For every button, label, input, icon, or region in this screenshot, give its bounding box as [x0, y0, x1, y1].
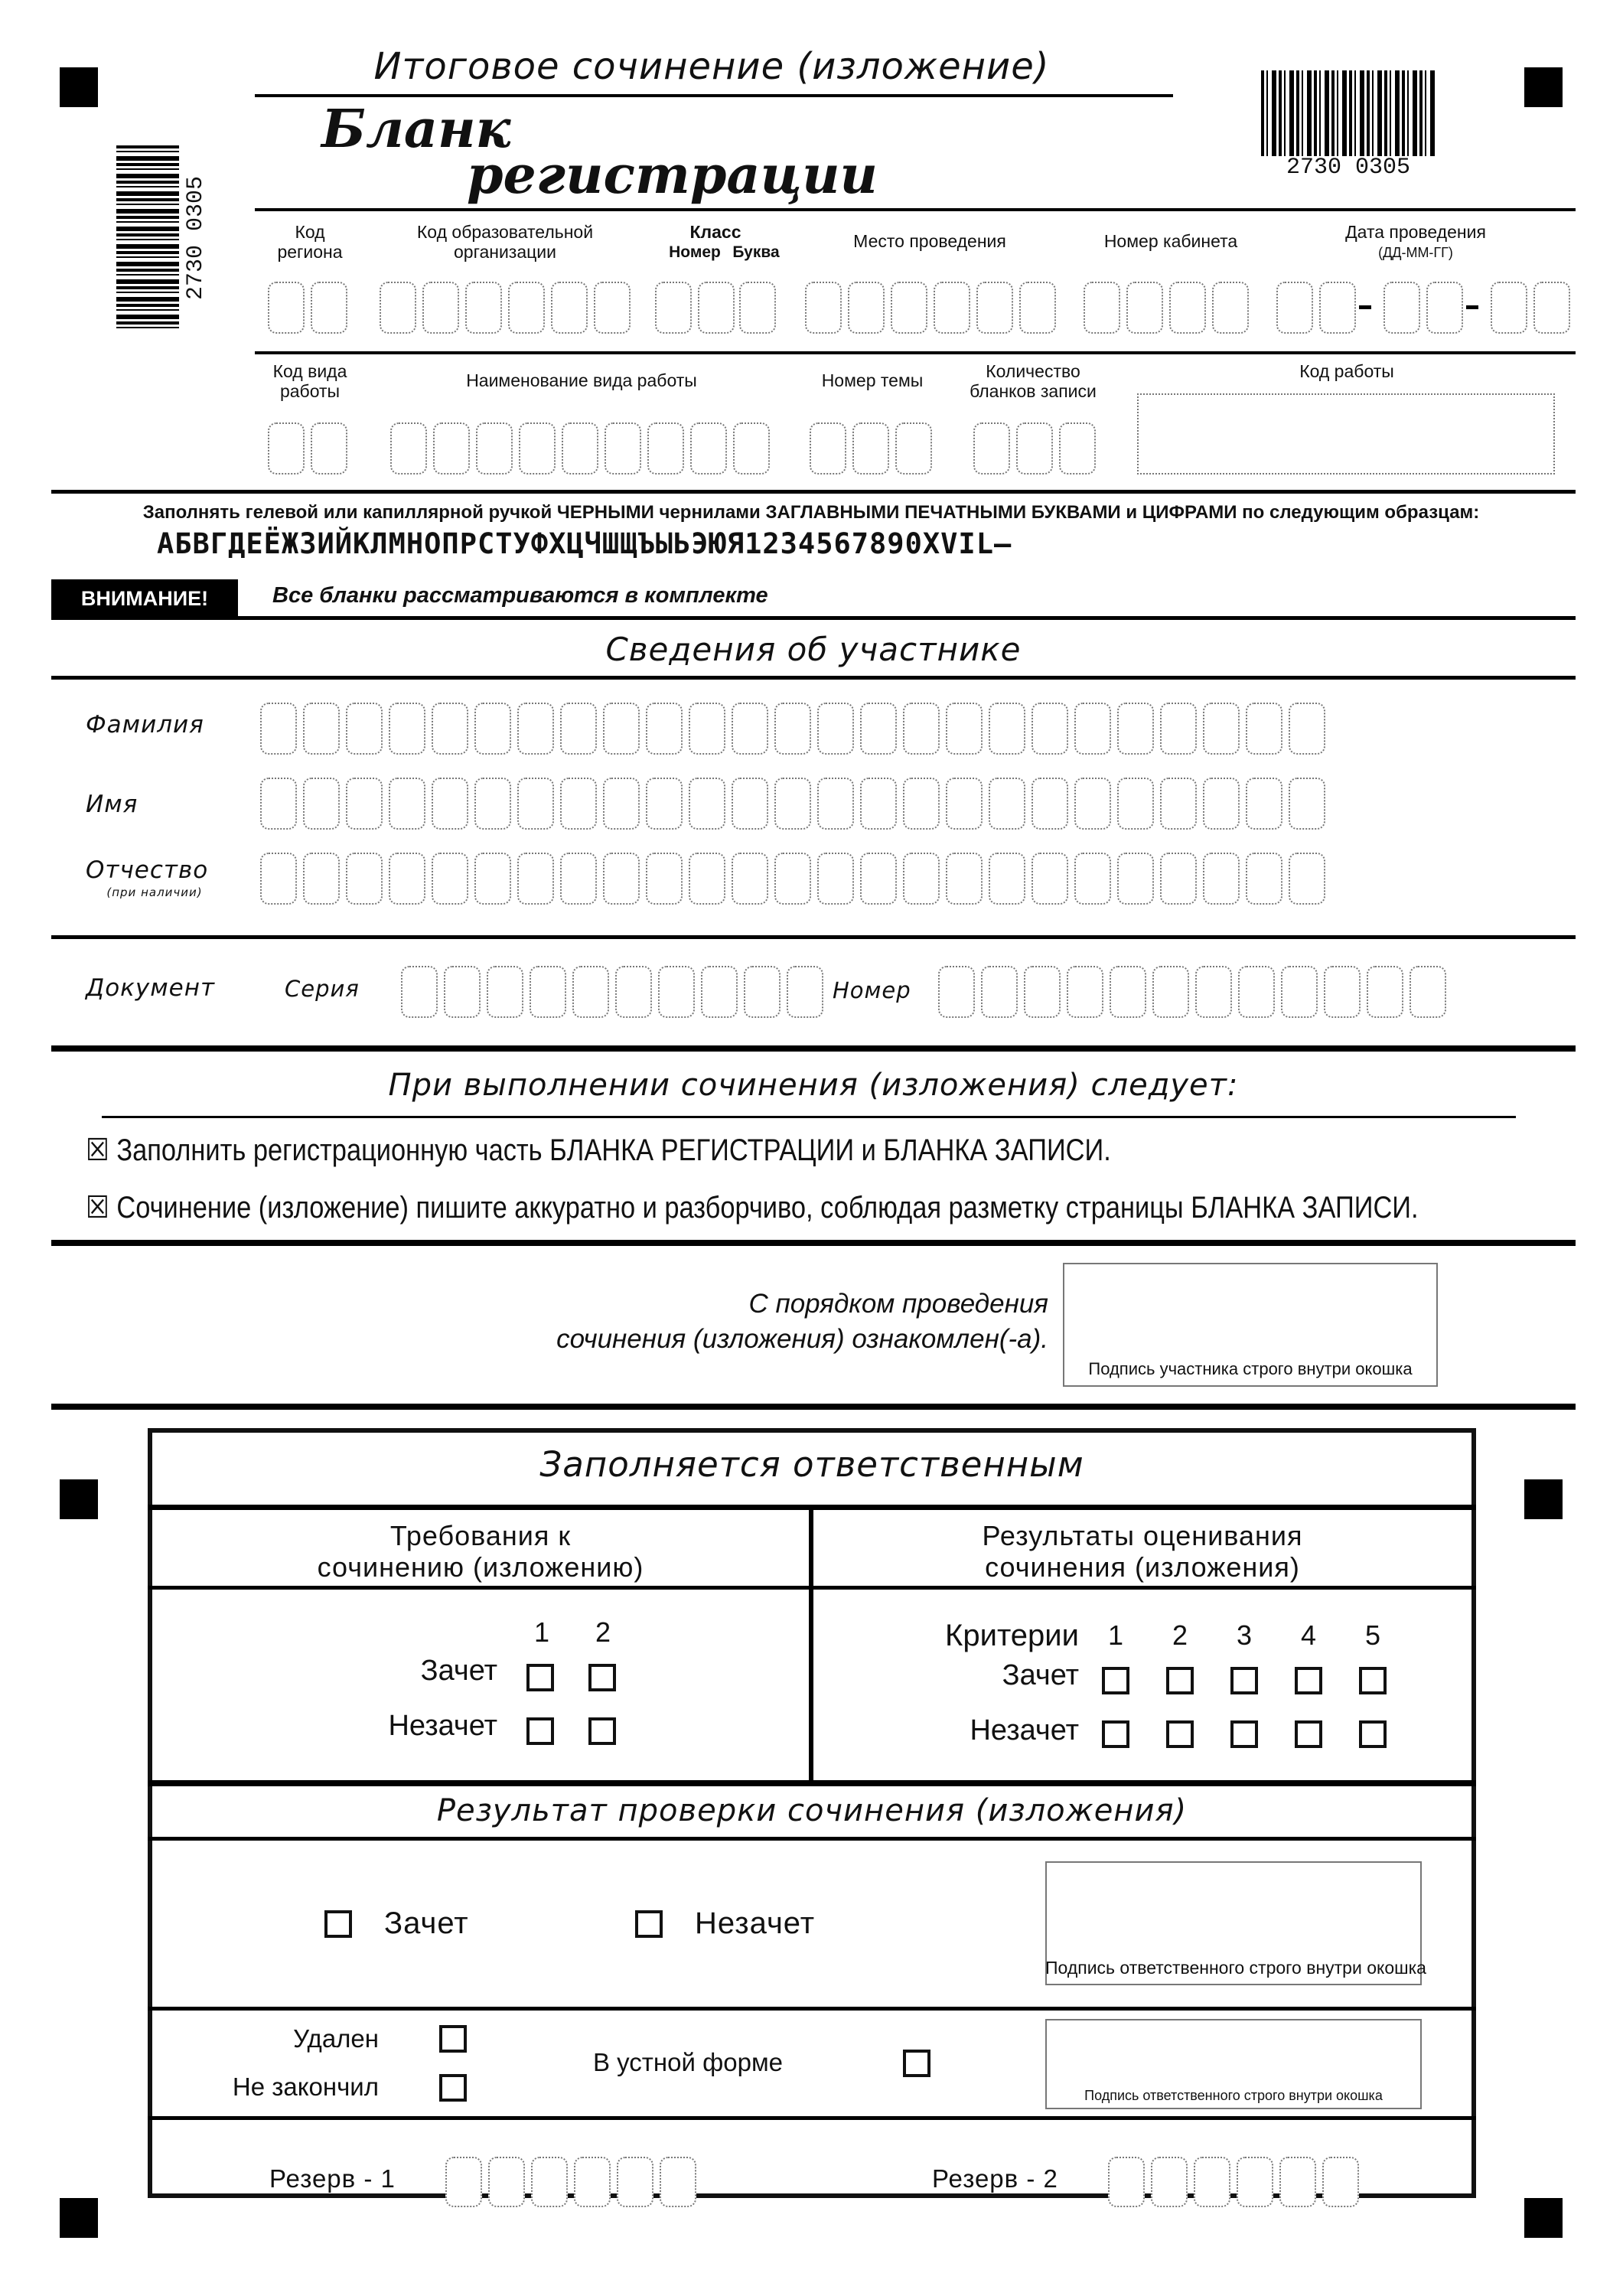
criterion-col-2: 2: [1172, 1619, 1188, 1651]
document-number-cell[interactable]: [1281, 966, 1318, 1018]
surname-cell[interactable]: [774, 703, 811, 755]
document-series-cell[interactable]: [615, 966, 652, 1018]
column-divider: [809, 1508, 813, 1780]
document-series-cell[interactable]: [701, 966, 738, 1018]
name-cell[interactable]: [603, 778, 640, 830]
criterion-col-5: 5: [1364, 1619, 1381, 1651]
surname-cell[interactable]: [1031, 703, 1068, 755]
oral-form-checkbox[interactable]: [903, 2050, 930, 2077]
divider: [255, 208, 1576, 211]
surname-cell[interactable]: [1117, 703, 1154, 755]
document-series-cell[interactable]: [530, 966, 566, 1018]
place-cell[interactable]: [891, 282, 927, 334]
criterion-5-pass-checkbox[interactable]: [1359, 1667, 1387, 1694]
divider: [148, 2116, 1476, 2120]
label-place: Место проведения: [853, 231, 1006, 251]
oral-form-label: В устной форме: [593, 2048, 783, 2076]
name-cell[interactable]: [774, 778, 811, 830]
rules-underline: [102, 1116, 1516, 1118]
patronymic-cell[interactable]: [517, 853, 554, 905]
name-cell[interactable]: [1031, 778, 1068, 830]
work-type-code-cell[interactable]: [311, 422, 347, 475]
patronymic-cell[interactable]: [817, 853, 854, 905]
surname-cell[interactable]: [560, 703, 597, 755]
date-dash: [1466, 305, 1478, 309]
document-series-cell[interactable]: [572, 966, 609, 1018]
org-code-cell[interactable]: [508, 282, 545, 334]
room-cell[interactable]: [1212, 282, 1249, 334]
label-class-letter: Буква: [732, 243, 780, 261]
reserve-2-label: Резерв - 2: [932, 2164, 1058, 2193]
req-fail-1-checkbox[interactable]: [526, 1717, 554, 1745]
surname-cell[interactable]: [303, 703, 340, 755]
label-number: Номер: [833, 977, 911, 1003]
reserve-2-cell[interactable]: [1108, 2157, 1145, 2207]
date-cell[interactable]: [1383, 282, 1420, 334]
reserve-1-label: Резерв - 1: [269, 2164, 396, 2193]
req-pass-2-checkbox[interactable]: [588, 1664, 616, 1691]
horizontal-barcode-number: 2730 0305: [1286, 155, 1411, 181]
criterion-2-pass-checkbox[interactable]: [1166, 1667, 1194, 1694]
label-class-number: Номер: [669, 243, 721, 261]
divider: [51, 1045, 1576, 1052]
reserve-1-cell[interactable]: [445, 2157, 482, 2207]
name-cell[interactable]: [732, 778, 768, 830]
surname-cell[interactable]: [603, 703, 640, 755]
surname-cell[interactable]: [1203, 703, 1240, 755]
criterion-col-4: 4: [1300, 1619, 1317, 1651]
document-number-cell[interactable]: [1195, 966, 1232, 1018]
divider: [51, 490, 1576, 494]
date-cell[interactable]: [1319, 282, 1356, 334]
criterion-5-fail-checkbox[interactable]: [1359, 1720, 1387, 1748]
label-patronymic: Отчество: [86, 856, 209, 884]
divider: [51, 1240, 1576, 1246]
class-number-cell[interactable]: [655, 282, 692, 334]
date-dash: [1359, 305, 1371, 309]
criterion-3-fail-checkbox[interactable]: [1230, 1720, 1258, 1748]
work-type-name-cell[interactable]: [647, 422, 684, 475]
patronymic-cell[interactable]: [560, 853, 597, 905]
check-result-title: Результат проверки сочинения (изложения): [436, 1793, 1188, 1828]
removed-checkbox[interactable]: [439, 2025, 467, 2053]
document-number-cell[interactable]: [1238, 966, 1275, 1018]
label-work-type-name: Наименование вида работы: [466, 370, 697, 390]
req-col-1: 1: [533, 1616, 550, 1648]
topic-number-cell[interactable]: [852, 422, 889, 475]
label-topic-number: Номер темы: [821, 370, 924, 390]
surname-cell[interactable]: [389, 703, 425, 755]
name-cell[interactable]: [817, 778, 854, 830]
label-document: Документ: [86, 974, 216, 1002]
org-code-cell[interactable]: [465, 282, 502, 334]
surname-cell[interactable]: [1160, 703, 1197, 755]
official-title: Заполняется ответственным: [539, 1444, 1084, 1485]
reserve-1-cell[interactable]: [531, 2157, 568, 2207]
name-cell[interactable]: [946, 778, 983, 830]
patronymic-cell[interactable]: [732, 853, 768, 905]
fill-rule-text: Заполнять гелевой или капиллярной ручкой ЧЕРНЫМИ чернилами ЗАГЛАВНЫМИ ПЕЧАТНЫМИ БУКВАМИ и ЦИФРАМИ по следующим образцам:: [142, 502, 1480, 523]
divider: [148, 1586, 1476, 1590]
document-number-cell[interactable]: [1110, 966, 1146, 1018]
document-series-cell[interactable]: [744, 966, 781, 1018]
name-cell[interactable]: [303, 778, 340, 830]
requirements-title: Требования к сочинению (изложению): [317, 1520, 644, 1583]
patronymic-cell[interactable]: [689, 853, 725, 905]
label-date-format: (ДД-ММ-ГГ): [1378, 245, 1453, 260]
divider: [255, 351, 1576, 354]
corner-marker: [1524, 2198, 1563, 2238]
label-patronymic-note: (при наличии): [106, 885, 203, 899]
work-code-field[interactable]: [1137, 393, 1555, 475]
divider: [51, 616, 1576, 620]
document-series-cell[interactable]: [658, 966, 695, 1018]
place-cell[interactable]: [1019, 282, 1056, 334]
criterion-4-pass-checkbox[interactable]: [1295, 1667, 1322, 1694]
patronymic-cell[interactable]: [1203, 853, 1240, 905]
topic-number-cell[interactable]: [810, 422, 846, 475]
sample-characters: АБВГДЕЁЖЗИЙКЛМНОПРСТУФХЦЧШЩЪЫЬЭЮЯ1234567890XVIL–: [157, 527, 1012, 560]
reserve-1-cell[interactable]: [617, 2157, 653, 2207]
criterion-1-pass-checkbox[interactable]: [1102, 1667, 1129, 1694]
results-title: Результаты оценивания сочинения (изложения): [982, 1520, 1303, 1583]
org-code-cell[interactable]: [594, 282, 631, 334]
patronymic-cell[interactable]: [1246, 853, 1282, 905]
title-underline: [255, 94, 1173, 97]
surname-cell[interactable]: [946, 703, 983, 755]
document-number-cell[interactable]: [1152, 966, 1189, 1018]
form-title: Итоговое сочинение (изложение): [373, 45, 1050, 88]
criterion-col-1: 1: [1107, 1619, 1124, 1651]
divider: [148, 2007, 1476, 2011]
org-code-cell[interactable]: [551, 282, 588, 334]
document-series-cell[interactable]: [444, 966, 481, 1018]
name-cell[interactable]: [1289, 778, 1325, 830]
room-cell[interactable]: [1169, 282, 1206, 334]
req-col-2: 2: [595, 1616, 611, 1648]
patronymic-cell[interactable]: [1289, 853, 1325, 905]
surname-cell[interactable]: [817, 703, 854, 755]
name-cell[interactable]: [1117, 778, 1154, 830]
criterion-2-fail-checkbox[interactable]: [1166, 1720, 1194, 1748]
corner-marker: [1524, 67, 1563, 107]
crit-pass-label: Зачет: [1002, 1659, 1079, 1691]
patronymic-cell[interactable]: [432, 853, 468, 905]
horizontal-barcode: [1261, 70, 1436, 156]
name-cell[interactable]: [860, 778, 897, 830]
divider: [148, 1780, 1476, 1786]
attention-label: ВНИМАНИЕ!: [80, 587, 209, 610]
corner-marker: [60, 1479, 98, 1519]
surname-cell[interactable]: [517, 703, 554, 755]
surname-cell[interactable]: [346, 703, 383, 755]
surname-cell[interactable]: [860, 703, 897, 755]
criterion-col-3: 3: [1236, 1619, 1253, 1651]
document-number-cell[interactable]: [938, 966, 975, 1018]
divider: [51, 935, 1576, 939]
document-number-cell[interactable]: [1024, 966, 1061, 1018]
document-number-cell[interactable]: [1067, 966, 1103, 1018]
attention-text: Все бланки рассматриваются в комплекте: [272, 583, 768, 608]
reserve-2-cell[interactable]: [1279, 2157, 1316, 2207]
document-number-cell[interactable]: [981, 966, 1018, 1018]
label-date: Дата проведения: [1345, 222, 1486, 242]
patronymic-cell[interactable]: [303, 853, 340, 905]
patronymic-cell[interactable]: [346, 853, 383, 905]
sheets-count-cell[interactable]: [1059, 422, 1096, 475]
patronymic-cell[interactable]: [260, 853, 297, 905]
patronymic-cell[interactable]: [646, 853, 683, 905]
work-type-code-cell[interactable]: [268, 422, 305, 475]
org-code-cell[interactable]: [422, 282, 459, 334]
work-type-name-cell[interactable]: [562, 422, 598, 475]
work-type-name-cell[interactable]: [733, 422, 770, 475]
removed-label: Удален: [293, 2024, 379, 2053]
date-cell[interactable]: [1426, 282, 1463, 334]
document-number-cell[interactable]: [1410, 966, 1446, 1018]
req-fail-label: Незачет: [388, 1710, 497, 1742]
rule-item-1: ☒ Заполнить регистрационную часть БЛАНКА РЕГИСТРАЦИИ и БЛАНКА ЗАПИСИ.: [86, 1133, 1111, 1167]
name-cell[interactable]: [689, 778, 725, 830]
region-code-cell[interactable]: [268, 282, 305, 334]
document-series-cell[interactable]: [401, 966, 438, 1018]
patronymic-cell[interactable]: [474, 853, 511, 905]
rule-item-2: ☒ Сочинение (изложение) пишите аккуратно и разборчиво, соблюдая разметку страницы БЛАНКА ЗАПИСИ.: [86, 1191, 1419, 1225]
document-number-cell[interactable]: [1324, 966, 1361, 1018]
participant-section-title: Сведения об участнике: [605, 631, 1022, 668]
label-region-code: Код региона: [277, 222, 343, 263]
form-name-line2: регистрации: [467, 145, 878, 206]
name-cell[interactable]: [346, 778, 383, 830]
surname-cell[interactable]: [903, 703, 940, 755]
name-cell[interactable]: [1074, 778, 1111, 830]
surname-cell[interactable]: [260, 703, 297, 755]
criterion-4-fail-checkbox[interactable]: [1295, 1720, 1322, 1748]
label-name: Имя: [86, 791, 139, 818]
surname-cell[interactable]: [474, 703, 511, 755]
form-name-line1: Бланк: [321, 99, 511, 160]
name-cell[interactable]: [432, 778, 468, 830]
document-number-cell[interactable]: [1367, 966, 1403, 1018]
name-cell[interactable]: [989, 778, 1025, 830]
patronymic-cell[interactable]: [389, 853, 425, 905]
corner-marker: [60, 67, 98, 107]
place-cell[interactable]: [805, 282, 842, 334]
org-code-cell[interactable]: [380, 282, 416, 334]
work-type-name-cell[interactable]: [690, 422, 727, 475]
sheets-count-cell[interactable]: [973, 422, 1010, 475]
reserve-2-cell[interactable]: [1194, 2157, 1230, 2207]
label-org-code: Код образовательной организации: [416, 222, 594, 263]
surname-cell[interactable]: [689, 703, 725, 755]
result-pass-checkbox[interactable]: [324, 1910, 352, 1938]
criteria-label: Критерии: [945, 1619, 1079, 1652]
surname-cell[interactable]: [646, 703, 683, 755]
reserve-2-cell[interactable]: [1151, 2157, 1188, 2207]
req-pass-label: Зачет: [420, 1655, 497, 1687]
req-fail-2-checkbox[interactable]: [588, 1717, 616, 1745]
work-type-name-cell[interactable]: [390, 422, 427, 475]
name-cell[interactable]: [1203, 778, 1240, 830]
topic-number-cell[interactable]: [895, 422, 932, 475]
label-series: Серия: [285, 976, 360, 1002]
divider: [51, 676, 1576, 680]
name-cell[interactable]: [260, 778, 297, 830]
document-series-cell[interactable]: [787, 966, 823, 1018]
official-signature-caption: Подпись ответственного строго внутри окошка: [1045, 1958, 1426, 1978]
place-cell[interactable]: [848, 282, 885, 334]
surname-cell[interactable]: [432, 703, 468, 755]
reserve-1-cell[interactable]: [488, 2157, 525, 2207]
participant-signature-caption: Подпись участника строго внутри окошка: [1088, 1359, 1413, 1378]
date-cell[interactable]: [1491, 282, 1527, 334]
criterion-1-fail-checkbox[interactable]: [1102, 1720, 1129, 1748]
surname-cell[interactable]: [1074, 703, 1111, 755]
criterion-3-pass-checkbox[interactable]: [1230, 1667, 1258, 1694]
patronymic-cell[interactable]: [946, 853, 983, 905]
date-cell[interactable]: [1533, 282, 1570, 334]
vertical-barcode-number: 2730 0305: [183, 175, 209, 301]
patronymic-cell[interactable]: [989, 853, 1025, 905]
patronymic-cell[interactable]: [1031, 853, 1068, 905]
class-number-cell[interactable]: [698, 282, 735, 334]
patronymic-cell[interactable]: [1160, 853, 1197, 905]
patronymic-cell[interactable]: [903, 853, 940, 905]
result-pass-label: Зачет: [384, 1906, 469, 1940]
not-finished-checkbox[interactable]: [439, 2074, 467, 2102]
surname-cell[interactable]: [1289, 703, 1325, 755]
place-cell[interactable]: [934, 282, 970, 334]
name-cell[interactable]: [474, 778, 511, 830]
reserve-2-cell[interactable]: [1322, 2157, 1359, 2207]
req-pass-1-checkbox[interactable]: [526, 1664, 554, 1691]
room-cell[interactable]: [1126, 282, 1163, 334]
place-cell[interactable]: [976, 282, 1013, 334]
vertical-barcode: [116, 145, 179, 329]
work-type-name-cell[interactable]: [605, 422, 641, 475]
name-cell[interactable]: [517, 778, 554, 830]
ack-line-1: С порядком проведения: [748, 1289, 1048, 1319]
work-type-name-cell[interactable]: [433, 422, 470, 475]
date-cell[interactable]: [1276, 282, 1313, 334]
result-fail-label: Незачет: [695, 1906, 816, 1940]
patronymic-cell[interactable]: [1117, 853, 1154, 905]
reserve-2-cell[interactable]: [1237, 2157, 1273, 2207]
class-letter-cell[interactable]: [739, 282, 776, 334]
label-work-type-code: Код вида работы: [272, 361, 347, 402]
label-class: Класс: [689, 222, 741, 242]
label-room: Номер кабинета: [1103, 231, 1238, 251]
surname-cell[interactable]: [732, 703, 768, 755]
rules-title: При выполнении сочинения (изложения) следует:: [388, 1068, 1239, 1103]
divider: [51, 1404, 1576, 1410]
document-series-cell[interactable]: [487, 966, 523, 1018]
name-cell[interactable]: [903, 778, 940, 830]
surname-cell[interactable]: [1246, 703, 1282, 755]
work-type-name-cell[interactable]: [519, 422, 556, 475]
reserve-1-cell[interactable]: [574, 2157, 611, 2207]
corner-marker: [1524, 1479, 1563, 1519]
divider: [148, 1837, 1476, 1841]
corner-marker: [60, 2198, 98, 2238]
region-code-cell[interactable]: [311, 282, 347, 334]
patronymic-cell[interactable]: [603, 853, 640, 905]
room-cell[interactable]: [1084, 282, 1120, 334]
name-cell[interactable]: [1246, 778, 1282, 830]
work-type-name-cell[interactable]: [476, 422, 513, 475]
patronymic-cell[interactable]: [774, 853, 811, 905]
official-signature-caption-small: Подпись ответственного строго внутри окошка: [1084, 2088, 1383, 2103]
label-sheets-count: Количество бланков записи: [970, 361, 1097, 402]
reserve-1-cell[interactable]: [660, 2157, 696, 2207]
name-cell[interactable]: [646, 778, 683, 830]
patronymic-cell[interactable]: [1074, 853, 1111, 905]
result-fail-checkbox[interactable]: [635, 1910, 663, 1938]
label-work-code: Код работы: [1299, 361, 1394, 381]
crit-fail-label: Незачет: [970, 1714, 1079, 1746]
label-surname: Фамилия: [86, 711, 204, 739]
surname-cell[interactable]: [989, 703, 1025, 755]
name-cell[interactable]: [1160, 778, 1197, 830]
name-cell[interactable]: [560, 778, 597, 830]
ack-line-2: сочинения (изложения) ознакомлен(-а).: [556, 1324, 1048, 1354]
patronymic-cell[interactable]: [860, 853, 897, 905]
sheets-count-cell[interactable]: [1016, 422, 1053, 475]
name-cell[interactable]: [389, 778, 425, 830]
not-finished-label: Не закончил: [232, 2073, 379, 2101]
